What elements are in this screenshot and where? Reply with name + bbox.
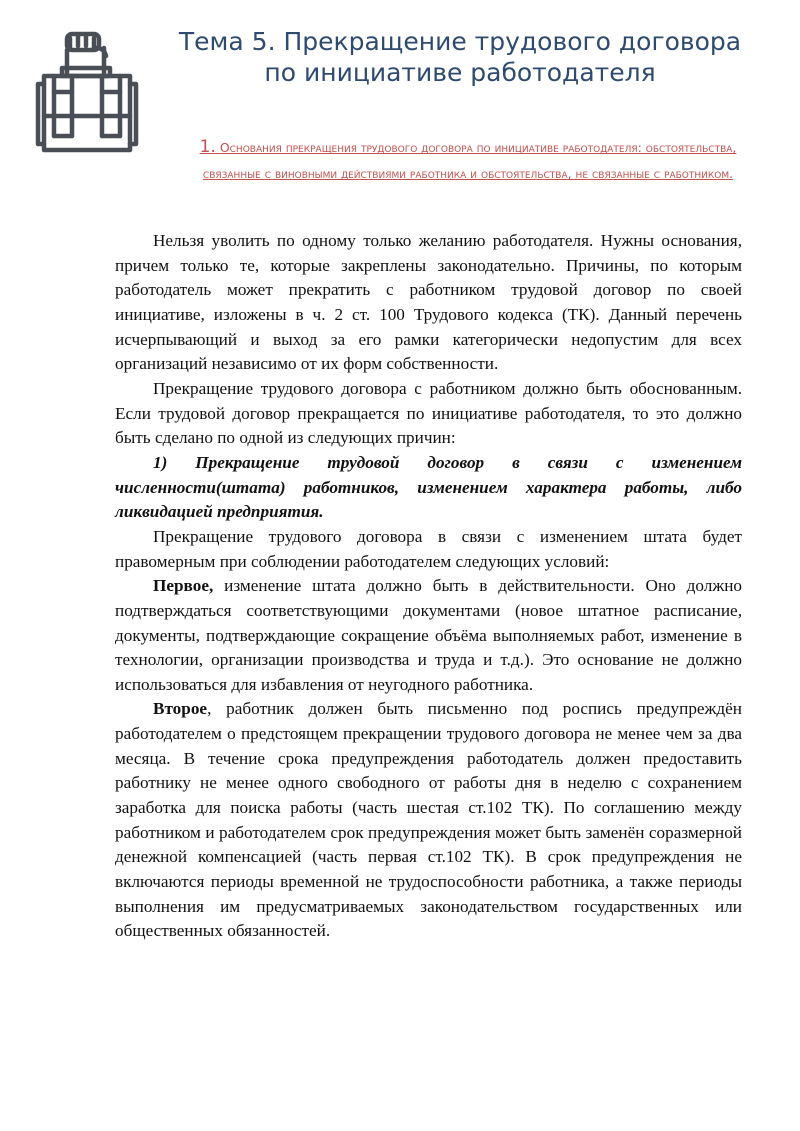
section-heading bbox=[188, 134, 748, 187]
section-heading-text: Основания прекращения трудового договора по инициативе работодателя: обстоятельства, связанные с виновными действиями работника и обстоятельства, не связанные с работником. bbox=[202, 140, 737, 181]
title-line-1: Тема 5. Прекращение трудового договора bbox=[178, 27, 742, 56]
paragraph-lead: Первое, bbox=[153, 576, 214, 596]
paragraph: Прекращение трудового договора в связи с изменением штата будет правомерным при соблюдении работодателем следующих условий: bbox=[115, 526, 742, 571]
paragraph bbox=[115, 697, 742, 944]
briefcase-hand-icon bbox=[34, 28, 144, 158]
paragraph-rest: , работник должен быть письменно под роспись предупреждён работодателем о предстоящем прекращении трудового договора не менее чем за два месяца. В течение срока предупреждения работодатель должен предоставить работнику не менее одного свободного от работы дня в неделю с сохранением заработка для поиска работы (часть шестая ст.102 ТК). По соглашению между работником и работодателем срок предупреждения может быть заменён соразмерной денежной компенсацией (часть первая ст.102 ТК). В срок предупреждения не включаются периоды временной не трудоспособности работника, а также периоды выполнения им предусматриваемых законодательством государственных или общественных обязанностей. bbox=[115, 699, 742, 941]
section-number: 1. bbox=[199, 137, 216, 157]
body-text bbox=[115, 229, 742, 944]
paragraph: Нельзя уволить по одному только желанию работодателя. Нужны основания, причем только те, которые закреплены законодательно. Причины, по которым работодатель может прекратить с работником трудовой договор по своей инициативе, изложены в ч. 2 ст. 100 Трудового кодекса (ТК). Данный перечень исчерпывающий и выход за его рамки категорически недопустим для всех организаций независимо от их форм собственности. bbox=[115, 231, 742, 374]
paragraph-lead: Второе bbox=[153, 699, 208, 719]
paragraph: Прекращение трудового договора с работником должно быть обоснованным. Если трудовой договор прекращается по инициативе работодателя, то это должно быть сделано по одной из следующих причин: bbox=[115, 378, 742, 448]
paragraph-rest: изменение штата должно быть в действительности. Оно должно подтверждаться соответствующими документами (новое штатное расписание, документы, подтверждающие сокращение объёма выполняемых работ, изменение в технологии, организации производства и труда и т.д.). Это основание не должно использоваться для избавления от неугодного работника. bbox=[115, 576, 742, 694]
title-line-2: по инициативе работодателя bbox=[264, 58, 656, 87]
page-title bbox=[150, 26, 770, 88]
paragraph bbox=[115, 574, 742, 697]
bold-italic-paragraph: 1) Прекращение трудовой договор в связи с изменением численности(штата) работников, изменением характера работы, либо ликвидацией предприятия. bbox=[115, 452, 742, 522]
